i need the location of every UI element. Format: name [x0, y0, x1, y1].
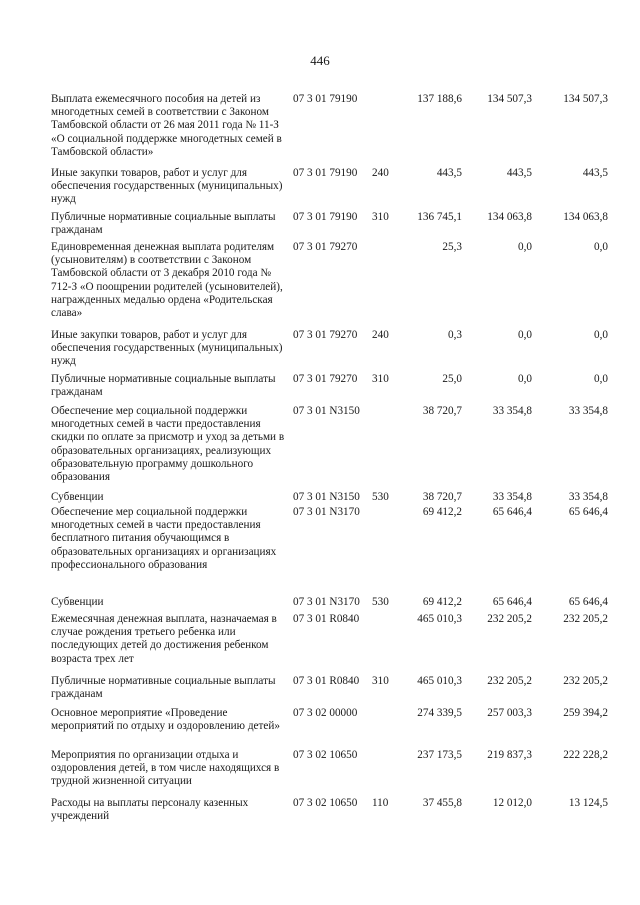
row-expense-type: 240 — [372, 329, 389, 341]
row-expense-type: 110 — [372, 797, 389, 809]
row-amount-1: 274 339,5 — [417, 707, 462, 719]
row-amount-1: 0,3 — [448, 329, 462, 341]
row-amount-1: 137 188,6 — [417, 93, 462, 105]
row-amount-2: 0,0 — [518, 373, 532, 385]
row-amount-3: 33 354,8 — [568, 405, 608, 417]
row-amount-3: 0,0 — [594, 241, 608, 253]
page-number: 446 — [310, 53, 330, 68]
row-amount-2: 232 205,2 — [487, 613, 532, 625]
row-amount-1: 38 720,7 — [422, 491, 462, 503]
row-description: Расходы на выплаты персоналу казенных учреждений — [51, 797, 249, 823]
row-code: 07 3 01 N3170 — [293, 596, 360, 608]
row-amount-2: 33 354,8 — [492, 405, 532, 417]
row-description: Обеспечение мер социальной поддержки многодетных семей в части предоставления бесплатного питания обучающимся в образовательных организациях и организациях профессионального образования — [51, 506, 277, 571]
row-description: Публичные нормативные социальные выплаты гражданам — [51, 211, 276, 237]
row-amount-1: 25,3 — [442, 241, 462, 253]
row-code: 07 3 01 79270 — [293, 241, 358, 253]
row-amount-1: 25,0 — [442, 373, 462, 385]
row-code: 07 3 01 N3150 — [293, 405, 360, 417]
row-description: Публичные нормативные социальные выплаты гражданам — [51, 373, 276, 399]
row-amount-1: 38 720,7 — [422, 405, 462, 417]
row-amount-2: 65 646,4 — [492, 506, 532, 518]
row-code: 07 3 01 79190 — [293, 211, 358, 223]
row-amount-2: 65 646,4 — [492, 596, 532, 608]
row-description: Субвенции — [51, 596, 104, 608]
row-amount-1: 465 010,3 — [417, 613, 462, 625]
row-amount-2: 12 012,0 — [492, 797, 532, 809]
row-amount-3: 443,5 — [582, 167, 608, 179]
row-amount-3: 0,0 — [594, 373, 608, 385]
row-code: 07 3 01 N3170 — [293, 506, 360, 518]
row-amount-3: 33 354,8 — [568, 491, 608, 503]
row-description: Ежемесячная денежная выплата, назначаемая в случае рождения третьего ребенка или последующих детей до достижения ребенком возраста трех лет — [51, 613, 277, 665]
row-code: 07 3 01 N3150 — [293, 491, 360, 503]
row-description: Основное мероприятие «Проведение мероприятий по отдыху и оздоровлению детей» — [51, 707, 280, 733]
row-amount-2: 257 003,3 — [487, 707, 532, 719]
row-expense-type: 310 — [372, 211, 389, 223]
row-description: Обеспечение мер социальной поддержки многодетных семей в части предоставления скидки по оплате за присмотр и уход за детьми в образовательных организациях, реализующих образовательную программу дошкольного образования — [51, 405, 285, 484]
row-amount-1: 69 412,2 — [422, 506, 462, 518]
row-amount-3: 134 063,8 — [563, 211, 608, 223]
row-code: 07 3 01 79190 — [293, 93, 358, 105]
row-description: Публичные нормативные социальные выплаты гражданам — [51, 675, 276, 701]
row-amount-1: 465 010,3 — [417, 675, 462, 687]
row-amount-1: 443,5 — [436, 167, 462, 179]
row-amount-2: 443,5 — [506, 167, 532, 179]
row-amount-3: 232 205,2 — [563, 613, 608, 625]
row-code: 07 3 01 79270 — [293, 373, 358, 385]
row-code: 07 3 01 79270 — [293, 329, 358, 341]
row-code: 07 3 02 10650 — [293, 749, 358, 761]
row-description: Иные закупки товаров, работ и услуг для обеспечения государственных (муниципальных) нужд — [51, 167, 283, 206]
row-description: Единовременная денежная выплата родителям (усыновителям) в соответствии с Законом Тамбовской области от 3 декабря 2010 года № 712-З «О поощрении родителей (усыновителей), награжденных медалью ордена «Родительская слава» — [51, 241, 283, 320]
row-amount-1: 237 173,5 — [417, 749, 462, 761]
row-code: 07 3 01 79190 — [293, 167, 358, 179]
row-amount-1: 37 455,8 — [422, 797, 462, 809]
row-amount-2: 134 063,8 — [487, 211, 532, 223]
row-description: Выплата ежемесячного пособия на детей из многодетных семей в соответствии с Законом Тамбовской области от 26 мая 2011 года № 11-З «О социальной поддержке многодетных семей в Тамбовской области» — [51, 93, 282, 158]
row-expense-type: 530 — [372, 596, 389, 608]
row-amount-2: 33 354,8 — [492, 491, 532, 503]
row-expense-type: 310 — [372, 373, 389, 385]
row-description: Мероприятия по организации отдыха и оздоровления детей, в том числе находящихся в трудной жизненной ситуации — [51, 749, 280, 788]
row-description: Иные закупки товаров, работ и услуг для обеспечения государственных (муниципальных) нужд — [51, 329, 283, 368]
row-amount-3: 65 646,4 — [568, 506, 608, 518]
row-amount-3: 232 205,2 — [563, 675, 608, 687]
row-amount-3: 222 228,2 — [563, 749, 608, 761]
row-description: Субвенции — [51, 491, 104, 503]
row-amount-2: 232 205,2 — [487, 675, 532, 687]
row-code: 07 3 01 R0840 — [293, 613, 360, 625]
row-amount-1: 69 412,2 — [422, 596, 462, 608]
row-amount-3: 0,0 — [594, 329, 608, 341]
row-amount-2: 134 507,3 — [487, 93, 532, 105]
row-amount-3: 65 646,4 — [568, 596, 608, 608]
row-amount-2: 0,0 — [518, 241, 532, 253]
row-amount-3: 259 394,2 — [563, 707, 608, 719]
row-code: 07 3 02 10650 — [293, 797, 358, 809]
row-amount-1: 136 745,1 — [417, 211, 462, 223]
row-expense-type: 530 — [372, 491, 389, 503]
row-expense-type: 240 — [372, 167, 389, 179]
row-amount-3: 134 507,3 — [563, 93, 608, 105]
row-expense-type: 310 — [372, 675, 389, 687]
row-amount-2: 219 837,3 — [487, 749, 532, 761]
row-amount-2: 0,0 — [518, 329, 532, 341]
row-amount-3: 13 124,5 — [568, 797, 608, 809]
row-code: 07 3 02 00000 — [293, 707, 358, 719]
row-code: 07 3 01 R0840 — [293, 675, 360, 687]
